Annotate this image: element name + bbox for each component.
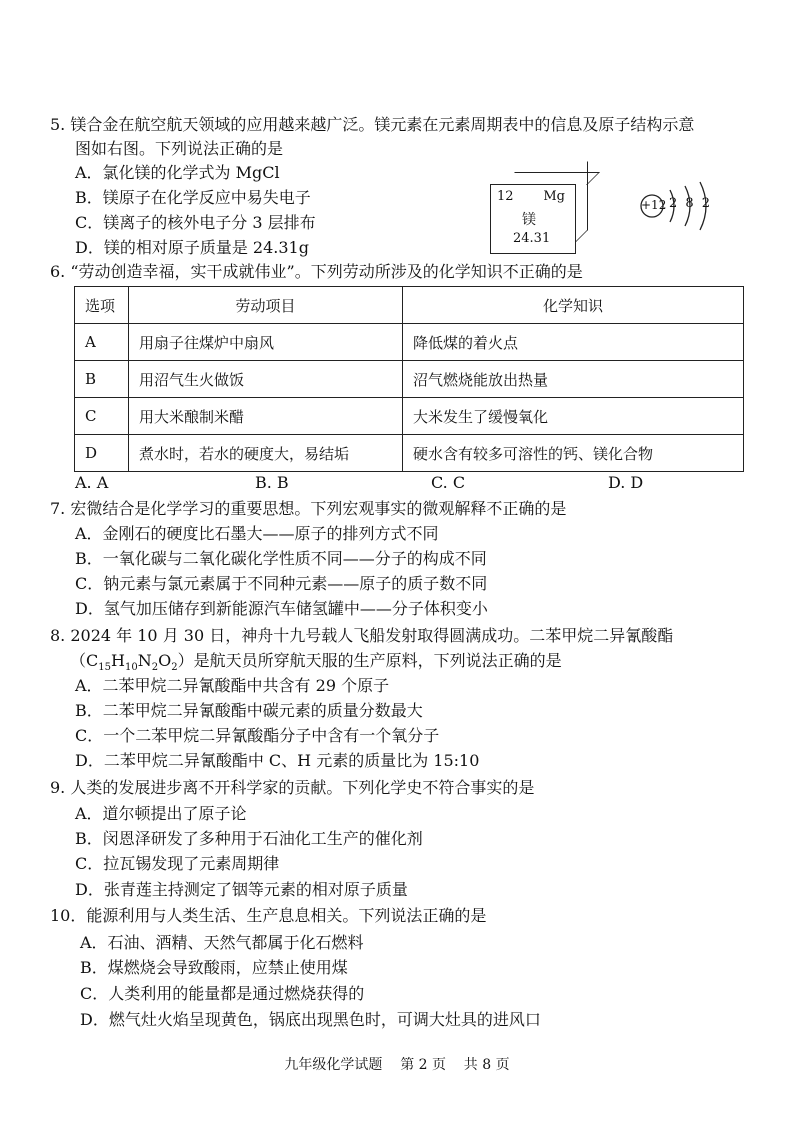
q8-option-b: B．二苯甲烷二异氰酸酯中碳元素的质量分数最大 [75,701,423,720]
q8-option-a: A．二苯甲烷二异氰酸酯中共含有 29 个原子 [75,676,390,695]
q9-stem: 9. 人类的发展进步离不开科学家的贡献。下列化学史不符合事实的是 [50,778,535,797]
q10-option-a: A．石油、酒精、天然气都属于化石燃料 [80,933,364,952]
q6-answer-b: B. B [255,473,289,492]
q5-option-c: C．镁离子的核外电子分 3 层排布 [75,213,316,232]
row-a-knowledge: 降低煤的着火点 [403,324,744,361]
row-c-labor: 用大米酿制米醋 [129,398,403,435]
q5-stem-line1: 5. 镁合金在航空航天领域的应用越来越广泛。镁元素在元素周期表中的信息及原子结构示意 [50,115,695,134]
q6-answer-c: C. C [431,473,466,492]
row-d-option: D [75,435,129,472]
atomic-number: 12 [497,189,514,204]
table-row [75,435,744,472]
header-labor-item: 劳动项目 [129,287,403,324]
table-row [75,361,744,398]
q9-option-a: A．道尔顿提出了原子论 [75,804,247,823]
q6-answer-d: D. D [608,473,644,492]
q6-stem: 6. “劳动创造幸福，实干成就伟业”。下列劳动所涉及的化学知识不正确的是 [50,262,583,281]
q10-option-b: B．煤燃烧会导致酸雨，应禁止使用煤 [80,958,348,977]
q5-option-d: D．镁的相对原子质量是 24.31g [75,238,309,257]
element-cell [490,172,590,254]
table-row [75,324,744,361]
q10-option-d: D．燃气灶火焰呈现黄色，锅底出现黑色时，可调大灶具的进风口 [80,1010,541,1029]
labor-table [74,286,744,472]
atomic-mass: 24.31 [513,231,551,246]
q10-stem: 10．能源利用与人类生活、生产息息相关。下列说法正确的是 [50,906,487,925]
q9-option-b: B．闵恩泽研发了多种用于石油化工生产的催化剂 [75,829,423,848]
q7-stem: 7. 宏微结合是化学学习的重要思想。下列宏观事实的微观解释不正确的是 [50,499,567,518]
table-header-row [75,287,744,324]
q7-option-a: A．金刚石的硬度比石墨大——原子的排列方式不同 [75,524,439,543]
row-c-option: C [75,398,129,435]
header-option: 选项 [75,287,129,324]
row-b-knowledge: 沼气燃烧能放出热量 [403,361,744,398]
row-a-labor: 用扇子往煤炉中扇风 [129,324,403,361]
q5-option-a: A．氯化镁的化学式为 MgCl [75,163,280,182]
row-b-labor: 用沼气生火做饭 [129,361,403,398]
q8-option-d: D．二苯甲烷二异氰酸酯中 C、H 元素的质量比为 15:10 [75,751,480,770]
q6-answer-a: A. A [75,473,109,492]
row-d-labor: 煮水时，若水的硬度大，易结垢 [129,435,403,472]
element-symbol: Mg [543,189,565,204]
formula: $C_{15}H_{10}N_2O_2$ [86,651,178,674]
q9-option-d: D．张青莲主持测定了铟等元素的相对原子质量 [75,880,408,899]
q7-option-c: C．钠元素与氯元素属于不同种元素——原子的质子数不同 [75,574,488,593]
nucleus-charge: +12 [641,198,667,212]
q10-option-c: C．人类利用的能量都是通过燃烧获得的 [80,984,365,1003]
q9-option-c: C．拉瓦锡发现了元素周期律 [75,854,280,873]
row-b-option: B [75,361,129,398]
q5-option-b: B．镁原子在化学反应中易失电子 [75,188,311,207]
q8-option-c: C．一个二苯甲烷二异氰酸酯分子中含有一个氧分子 [75,726,440,745]
row-d-knowledge: 硬水含有较多可溶性的钙、镁化合物 [403,435,744,472]
header-chemistry: 化学知识 [403,287,744,324]
q8-stem-line2: $(C_{15}H_{10}N_2O_2)$是航天员所穿航天服的生产原料，下列说法正确的是 [70,651,562,674]
q8-stem-line1: 8. 2024 年 10 月 30 日，神舟十九号载人飞船发射取得圆满成功。二苯甲烷二异氰酸酯 [50,626,674,645]
row-c-knowledge: 大米发生了缓慢氧化 [403,398,744,435]
q7-option-b: B．一氧化碳与二氧化碳化学性质不同——分子的构成不同 [75,549,487,568]
element-name: 镁 [522,212,536,228]
electron-shells: 2 8 2 [669,196,711,211]
row-a-option: A [75,324,129,361]
page-footer: 九年级化学试题 第 2 页 共 8 页 [284,1057,510,1073]
q5-stem-line2: 图如右图。下列说法正确的是 [75,139,284,158]
table-row [75,398,744,435]
q7-option-d: D．氢气加压储存到新能源汽车储氢罐中——分子体积变小 [75,599,488,618]
